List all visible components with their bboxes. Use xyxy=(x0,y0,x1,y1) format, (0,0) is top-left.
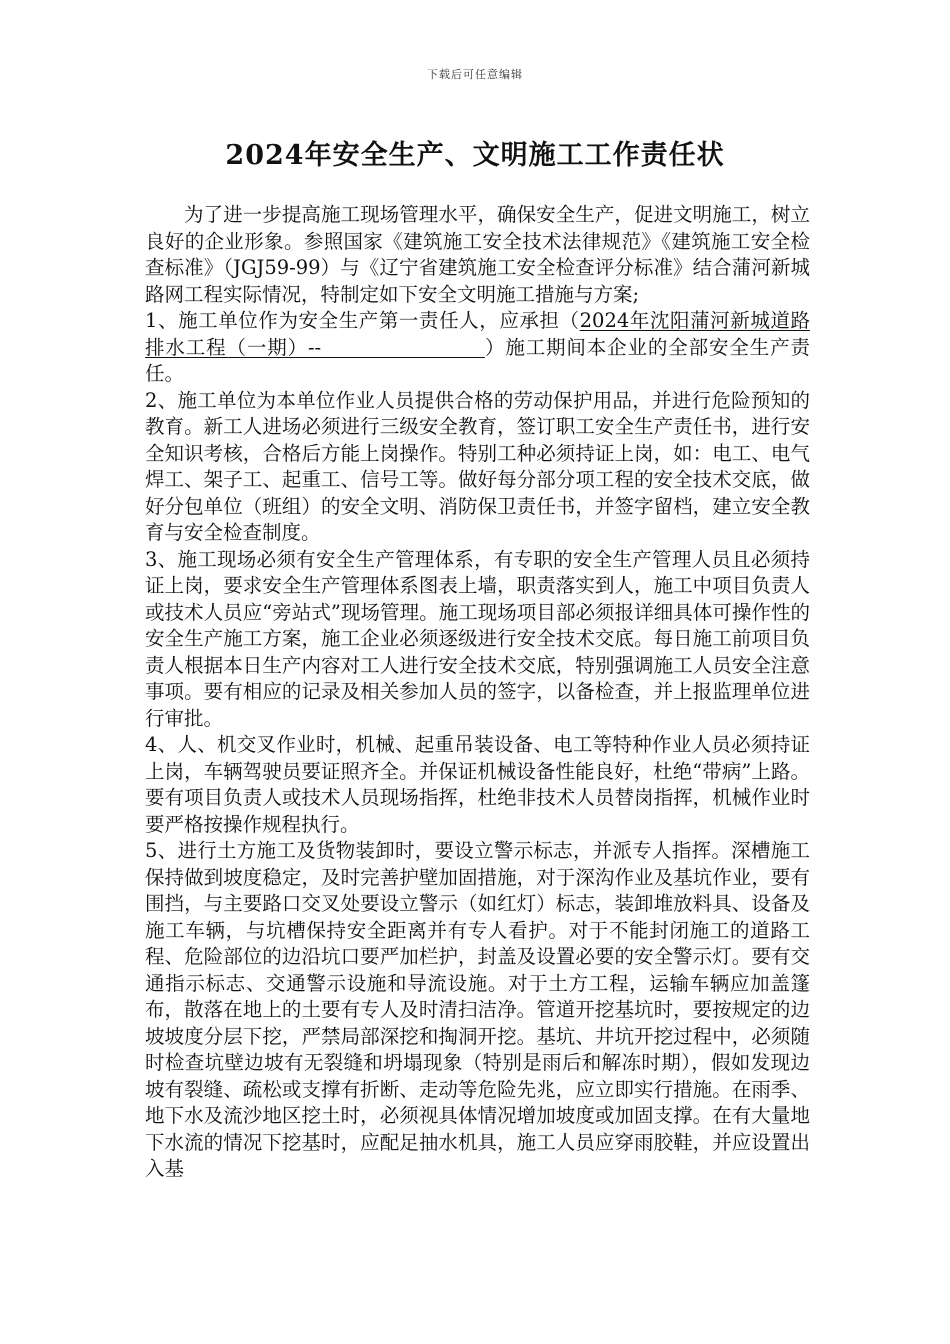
clause-1-text-before: 1、施工单位作为安全生产第一责任人，应承担（ xyxy=(145,309,580,332)
clause-2: 2、施工单位为本单位作业人员提供合格的劳动保护用品，并进行危险预知的教育。新工人进场必须进行三级安全教育，签订职工安全生产责任书，进行安全知识考核，合格后方能上岗操作。特别工种必须持证上岗，如：电工、电气焊工、架子工、起重工、信号工等。做好每分部分项工程的安全技术交底，做好分包单位（班组）的安全文明、消防保卫责任书，并签字留档，建立安全教育与安全检查制度。 xyxy=(145,388,810,544)
document-body xyxy=(145,202,810,1183)
intro-paragraph: 为了进一步提高施工现场管理水平，确保安全生产，促进文明施工，树立良好的企业形象。参照国家《建筑施工安全技术法律规范》《建筑施工安全检查标准》（JGJ59-99）与《辽宁省建筑施工安全检查评分标准》结合蒲河新城路网工程实际情况，特制定如下安全文明施工措施与方案; xyxy=(145,203,810,306)
clause-1-text-after: ）施工期间本企业的全部安全生产责任。 xyxy=(145,335,810,385)
clause-1 xyxy=(145,308,810,388)
clause-1-project-name: 2024年沈阳蒲河新城道路排水工程（一期）-- xyxy=(145,309,810,359)
clause-4: 4、人、机交叉作业时，机械、起重吊装设备、电工等特种作业人员必须持证上岗，车辆驾驶员要证照齐全。并保证机械设备性能良好，杜绝“带病”上路。要有项目负责人或技术人员现场指挥，杜绝非技术人员替岗指挥，机械作业时要严格按操作规程执行。 xyxy=(145,733,810,836)
clause-5: 5、进行土方施工及货物装卸时，要设立警示标志，并派专人指挥。深槽施工保持做到坡度稳定，及时完善护壁加固措施，对于深沟作业及基坑作业，要有围挡，与主要路口交叉处要设立警示（如红灯）标志，装卸堆放料具、设备及施工车辆，与坑槽保持安全距离并有专人看护。对于不能封闭施工的道路工程、危险部位的边沿坑口要严加栏护，封盖及设置必要的安全警示灯。要有交通指示标志、交通警示设施和导流设施。对于土方工程，运输车辆应加盖篷布，散落在地上的土要有专人及时清扫洁净。管道开挖基坑时，要按规定的边坡坡度分层下挖，严禁局部深挖和掏洞开挖。基坑、井坑开挖过程中，必须随时检查坑壁边坡有无裂缝和坍塌现象（特别是雨后和解冻时期），假如发现边坡有裂缝、疏松或支撑有折断、走动等危险先兆，应立即实行措施。在雨季、地下水及流沙地区挖土时，必须视具体情况增加坡度或加固支撑。在有大量地下水流的情况下挖基时，应配足抽水机具，施工人员应穿雨胶鞋，并应设置出入基 xyxy=(145,839,810,1180)
document-title: 2024年安全生产、文明施工工作责任状 xyxy=(225,140,725,171)
header-note: 下载后可任意编辑 xyxy=(427,68,523,81)
clause-3: 3、施工现场必须有安全生产管理体系，有专职的安全生产管理人员且必须持证上岗，要求安全生产管理体系图表上墙，职责落实到人，施工中项目负责人或技术人员应“旁站式”现场管理。施工现场项目部必须报详细具体可操作性的安全生产施工方案，施工企业必须逐级进行安全技术交底。每日施工前项目负责人根据本日生产内容对工人进行安全技术交底，特别强调施工人员安全注意事项。要有相应的记录及相关参加人员的签字，以备检查，并上报监理单位进行审批。 xyxy=(145,547,810,730)
